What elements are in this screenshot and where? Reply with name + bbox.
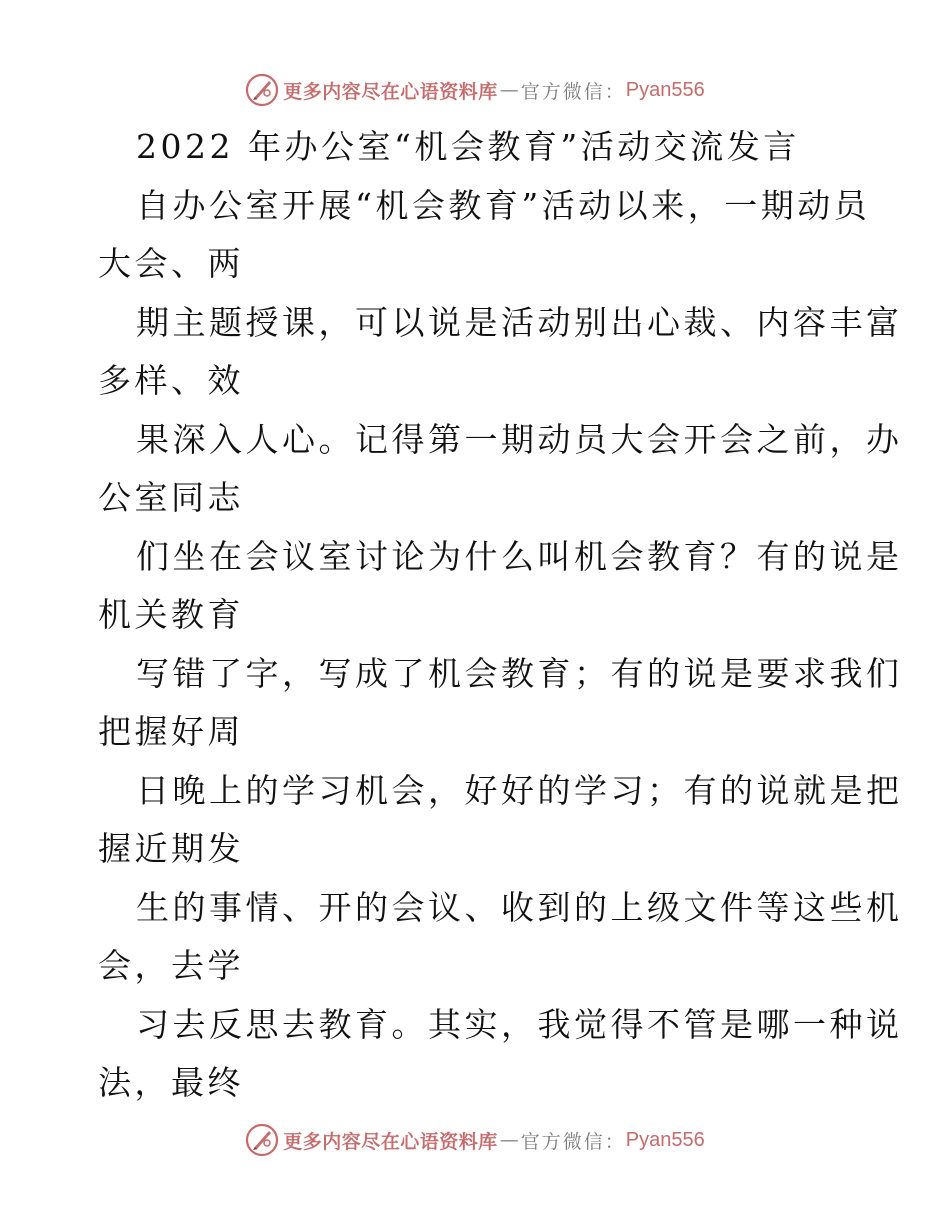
watermark-brand: 更多内容尽在心语资料库 — [283, 80, 498, 103]
text-line: 法，最终 — [98, 1063, 244, 1102]
document-body — [98, 118, 903, 1113]
text-line: 生的事情、开的会议、收到的上级文件等这些机 — [136, 887, 903, 927]
text-line: 们坐在会议室讨论为什么叫机会教育？有的说是 — [136, 536, 903, 576]
watermark-wechat-label: 官方微信： — [520, 80, 626, 103]
watermark-separator: — — [499, 79, 519, 101]
watermark-wechat-id: Pyan556 — [625, 78, 705, 101]
text-line: 会，去学 — [98, 946, 244, 985]
text-line: 期主题授课，可以说是活动别出心裁、内容丰富 — [136, 302, 903, 342]
text-line: 握近期发 — [98, 829, 244, 868]
quill-logo-icon — [245, 73, 279, 107]
quill-logo-icon — [245, 1123, 279, 1157]
watermark-brand: 更多内容尽在心语资料库 — [283, 1130, 498, 1153]
text-line: 果深入人心。记得第一期动员大会开会之前，办 — [136, 419, 903, 459]
text-line: 习去反思去教育。其实，我觉得不管是哪一种说 — [136, 1004, 903, 1044]
text-line: 机关教育 — [98, 595, 244, 634]
watermark-separator: — — [499, 1129, 519, 1151]
watermark-wechat-id: Pyan556 — [625, 1128, 705, 1151]
text-line: 把握好周 — [98, 712, 244, 751]
header-watermark — [0, 70, 950, 110]
text-line: 日晚上的学习机会，好好的学习；有的说就是把 — [136, 770, 903, 810]
footer-watermark — [0, 1120, 950, 1160]
text-line: 多样、效 — [98, 361, 244, 400]
text-line: 大会、两 — [98, 244, 244, 283]
text-line: 公室同志 — [98, 478, 244, 517]
watermark-wechat-label: 官方微信： — [520, 1130, 626, 1153]
text-line: 写错了字，写成了机会教育；有的说是要求我们 — [136, 653, 903, 693]
document-title: 2022 年办公室“机会教育”活动交流发言 — [136, 127, 800, 166]
text-line: 自办公室开展“机会教育”活动以来，一期动员 — [136, 185, 871, 225]
